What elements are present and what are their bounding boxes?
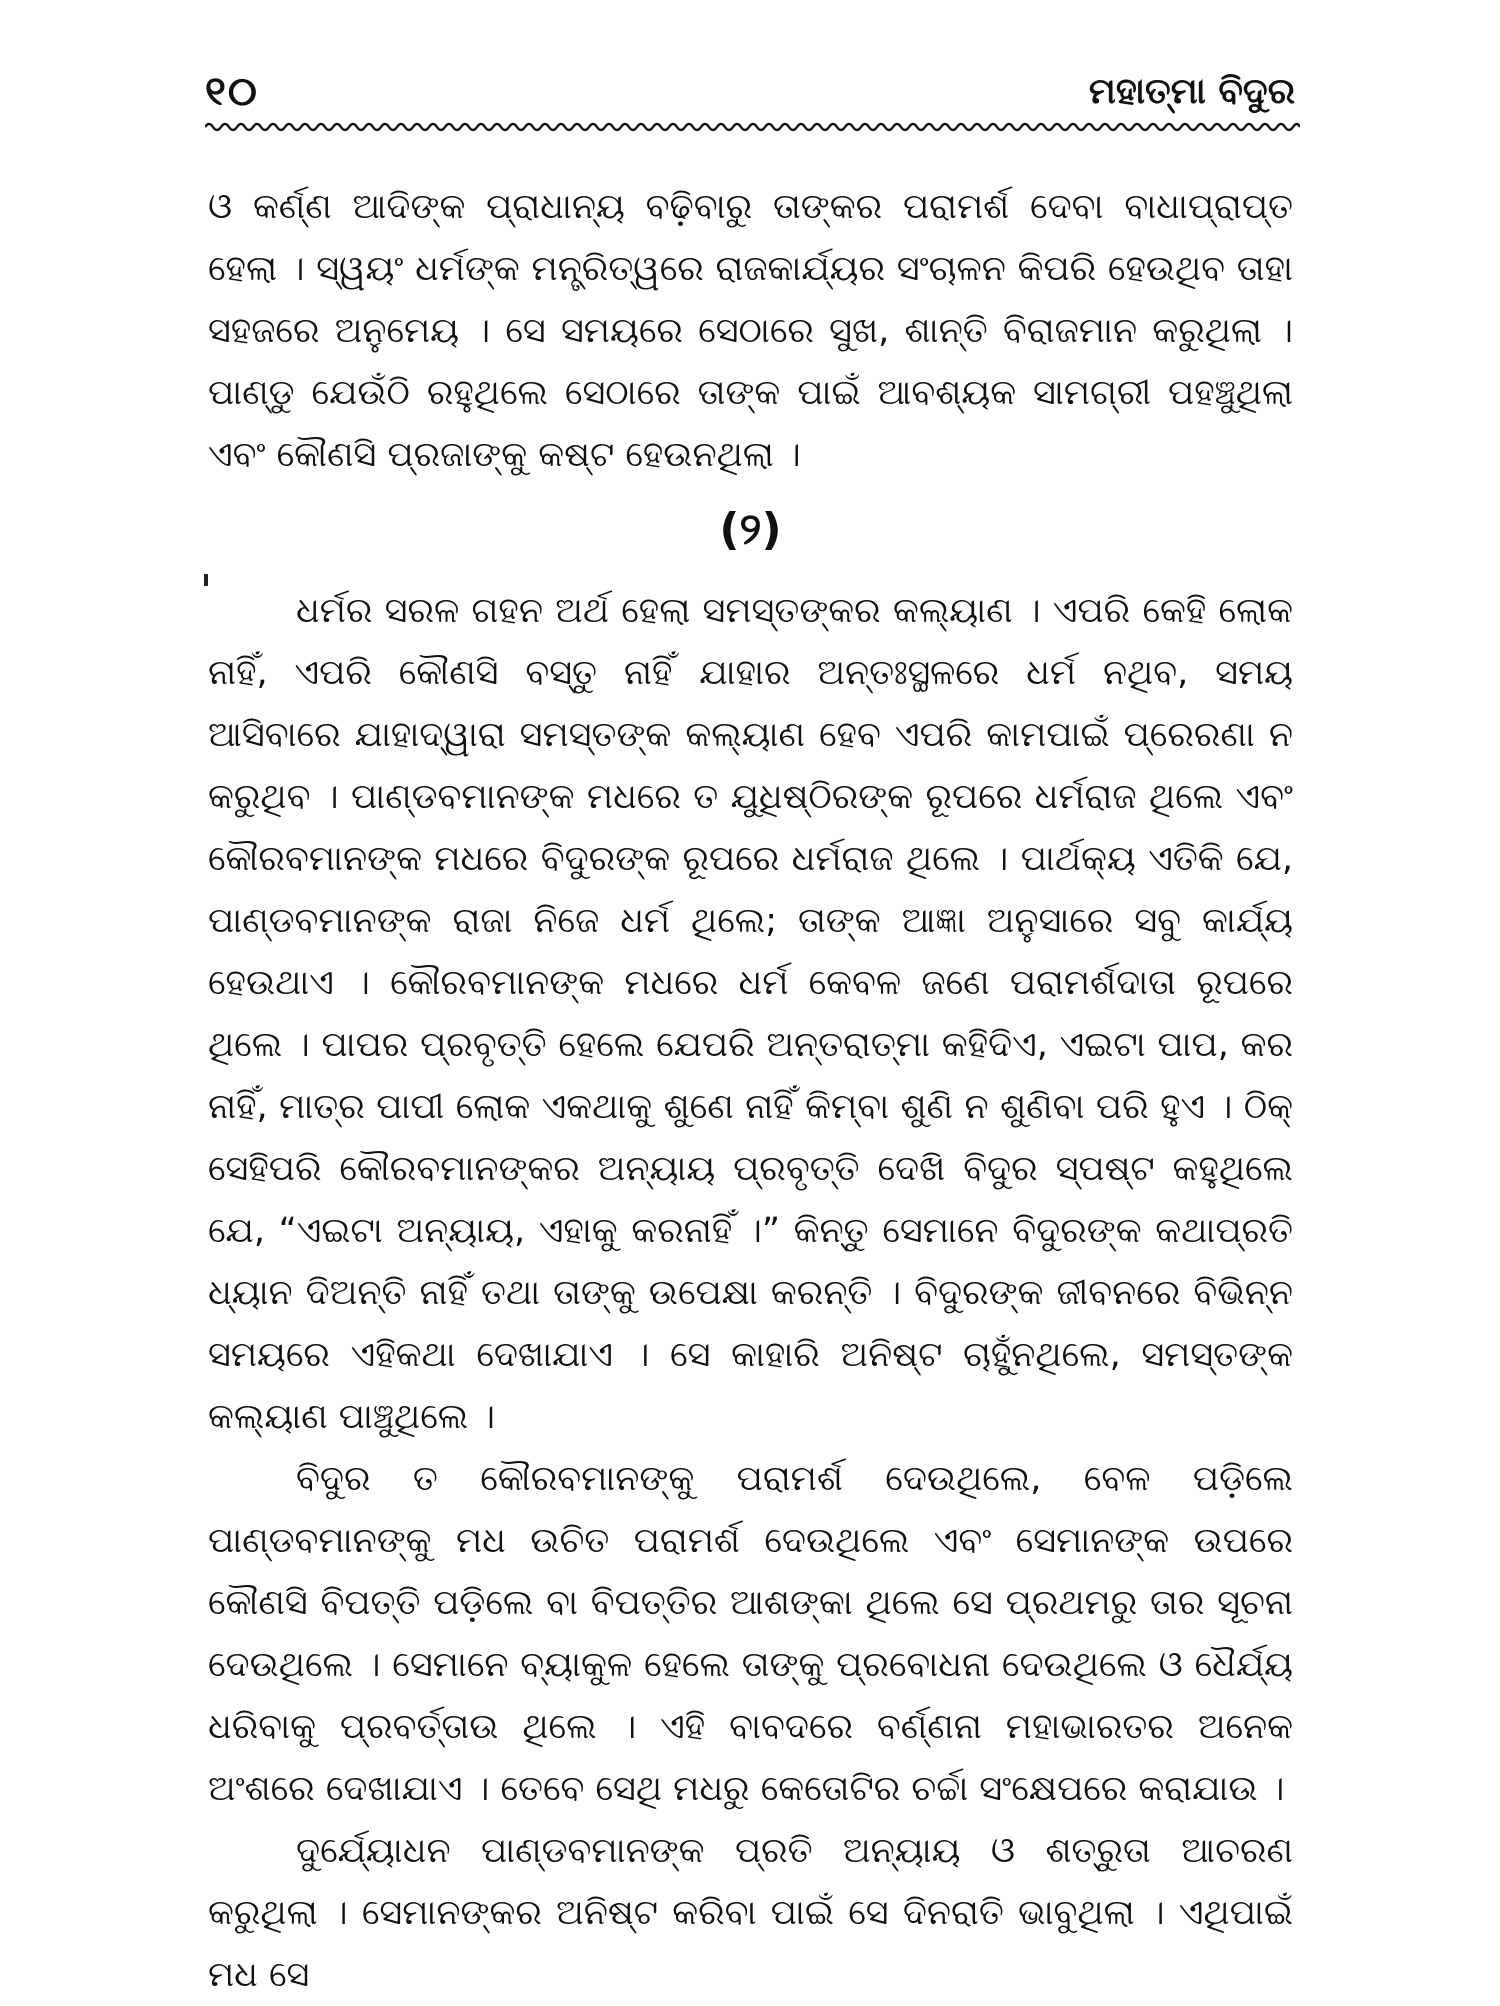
paragraph-continued: ଓ କର୍ଣ୍ଣ ଆଦିଙ୍କ ପ୍ରାଧାନ୍ୟ ବଢ଼ିବାରୁ ତାଙ୍କର ପରାମର୍ଶ ଦେବା ବାଧାପ୍ରାପ୍ତ ହେଲା । ସ୍ୱୟଂ ଧର୍ମଙ୍କ ମନ୍ତ୍ରିତ୍ୱରେ ରାଜକାର୍ଯ୍ୟର ସଂଚାଳନ କିପରି ହେଉଥିବ ତାହା ସହଜରେ ଅନୁମେୟ । ସେ ସମୟରେ ସେଠାରେ ସୁଖ, ଶାନ୍ତି ବିରାଜମାନ କରୁଥିଲା । ପାଣ୍ଡୁ ଯେଉଁଠି ରହୁଥିଲେ ସେଠାରେ ତାଙ୍କ ପାଇଁ ଆବଶ୍ୟକ ସାମଗ୍ରୀ ପହଞ୍ଚୁଥିଲା ଏବଂ କୌଣସି ପ୍ରଜାଙ୍କୁ କଷ୍ଟ ହେଉନଥିଲା ।: [208, 187, 1293, 475]
running-title: ମହାତ୍ମା ବିଦୁର: [1088, 71, 1295, 112]
paragraph: ଦୁର୍ଯ୍ୟୋଧନ ପାଣ୍ଡବମାନଙ୍କ ପ୍ରତି ଅନ୍ୟାୟ ଓ ଶତ୍ରୁତା ଆଚରଣ କରୁଥିଲା । ସେମାନଙ୍କର ଅନିଷ୍ଟ କରିବା ପାଇଁ ସେ ଦିନରାତି ଭାବୁଥିଲା । ଏଥିପାଇଁ ମଧ ସେ: [208, 1831, 1293, 1995]
page-number: ୧୦: [205, 69, 259, 115]
paragraph: ବିଦୁର ତ କୌରବମାନଙ୍କୁ ପରାମର୍ଶ ଦେଉଥିଲେ, ବେଳ ପଡ଼ିଲେ ପାଣ୍ଡବମାନଙ୍କୁ ମଧ ଉଚିତ ପରାମର୍ଶ ଦେଉଥିଲେ ଏବଂ ସେମାନଙ୍କ ଉପରେ କୌଣସି ବିପତ୍ତି ପଡ଼ିଲେ ବା ବିପତ୍ତିର ଆଶଙ୍କା ଥିଲେ ସେ ପ୍ରଥମରୁ ତାର ସୂଚନା ଦେଉଥିଲେ । ସେମାନେ ବ୍ୟାକୁଳ ହେଲେ ତାଙ୍କୁ ପ୍ରବୋଧନା ଦେଉଥିଲେ ଓ ଧୈର୍ଯ୍ୟ ଧରିବାକୁ ପ୍ରବର୍ତ୍ତାଉ ଥିଲେ । ଏହି ବାବଦରେ ବର୍ଣ୍ଣନା ମହାଭାରତର ଅନେକ ଅଂଶରେ ଦେଖାଯାଏ । ତେବେ ସେଥି ମଧରୁ କେତୋଟିର ଚର୍ଚ୍ଚା ସଂକ୍ଷେପରେ କରାଯାଉ ।: [208, 1459, 1293, 1809]
body-text: [208, 176, 1293, 2006]
paragraph: ଧର୍ମର ସରଳ ଗହନ ଅର୍ଥ ହେଲା ସମସ୍ତଙ୍କର କଲ୍ୟାଣ । ଏପରି କେହି ଲୋକ ନାହିଁ, ଏପରି କୌଣସି ବସ୍ତୁ ନାହିଁ ଯାହାର ଅନ୍ତଃସ୍ଥଳରେ ଧର୍ମ ନଥିବ, ସମୟ ଆସିବାରେ ଯାହାଦ୍ୱାରା ସମସ୍ତଙ୍କ କଲ୍ୟାଣ ହେବ ଏପରି କାମପାଇଁ ପ୍ରେରଣା ନ କରୁଥିବ । ପାଣ୍ଡବମାନଙ୍କ ମଧରେ ତ ଯୁଧିଷ୍ଠିରଙ୍କ ରୂପରେ ଧର୍ମରାଜ ଥିଲେ ଏବଂ କୌରବମାନଙ୍କ ମଧରେ ବିଦୁରଙ୍କ ରୂପରେ ଧର୍ମରାଜ ଥିଲେ । ପାର୍ଥକ୍ୟ ଏତିକି ଯେ, ପାଣ୍ଡବମାନଙ୍କ ରାଜା ନିଜେ ଧର୍ମ ଥିଲେ; ତାଙ୍କ ଆଜ୍ଞା ଅନୁସାରେ ସବୁ କାର୍ଯ୍ୟ ହେଉଥାଏ । କୌରବମାନଙ୍କ ମଧରେ ଧର୍ମ କେବଳ ଜଣେ ପରାମର୍ଶଦାତା ରୂପରେ ଥିଲେ । ପାପର ପ୍ରବୃତ୍ତି ହେଲେ ଯେପରି ଅନ୍ତରାତ୍ମା କହିଦିଏ, ଏଇଟା ପାପ, କର ନାହିଁ, ମାତ୍ର ପାପୀ ଲୋକ ଏକଥାକୁ ଶୁଣେ ନାହିଁ କିମ୍ବା ଶୁଣି ନ ଶୁଣିବା ପରି ହୁଏ । ଠିକ୍ ସେହିପରି କୌରବମାନଙ୍କର ଅନ୍ୟାୟ ପ୍ରବୃତ୍ତି ଦେଖି ବିଦୁର ସ୍ପଷ୍ଟ କହୁଥିଲେ ଯେ, “ଏଇଟା ଅନ୍ୟାୟ, ଏହାକୁ କରନାହିଁ ।” କିନ୍ତୁ ସେମାନେ ବିଦୁରଙ୍କ କଥାପ୍ରତି ଧ୍ୟାନ ଦିଅନ୍ତି ନାହିଁ ତଥା ତାଙ୍କୁ ଉପେକ୍ଷା କରନ୍ତି । ବିଦୁରଙ୍କ ଜୀବନରେ ବିଭିନ୍ନ ସମୟରେ ଏହିକଥା ଦେଖାଯାଏ । ସେ କାହାରି ଅନିଷ୍ଟ ଚାହୁଁନଥିଲେ, ସମସ୍ତଙ୍କ କଲ୍ୟାଣ ପାଞ୍ଚୁଥିଲେ ।: [208, 591, 1293, 1437]
section-heading: (୨): [719, 504, 782, 555]
wavy-rule-divider: [205, 118, 1300, 136]
page-header: [205, 62, 1295, 122]
